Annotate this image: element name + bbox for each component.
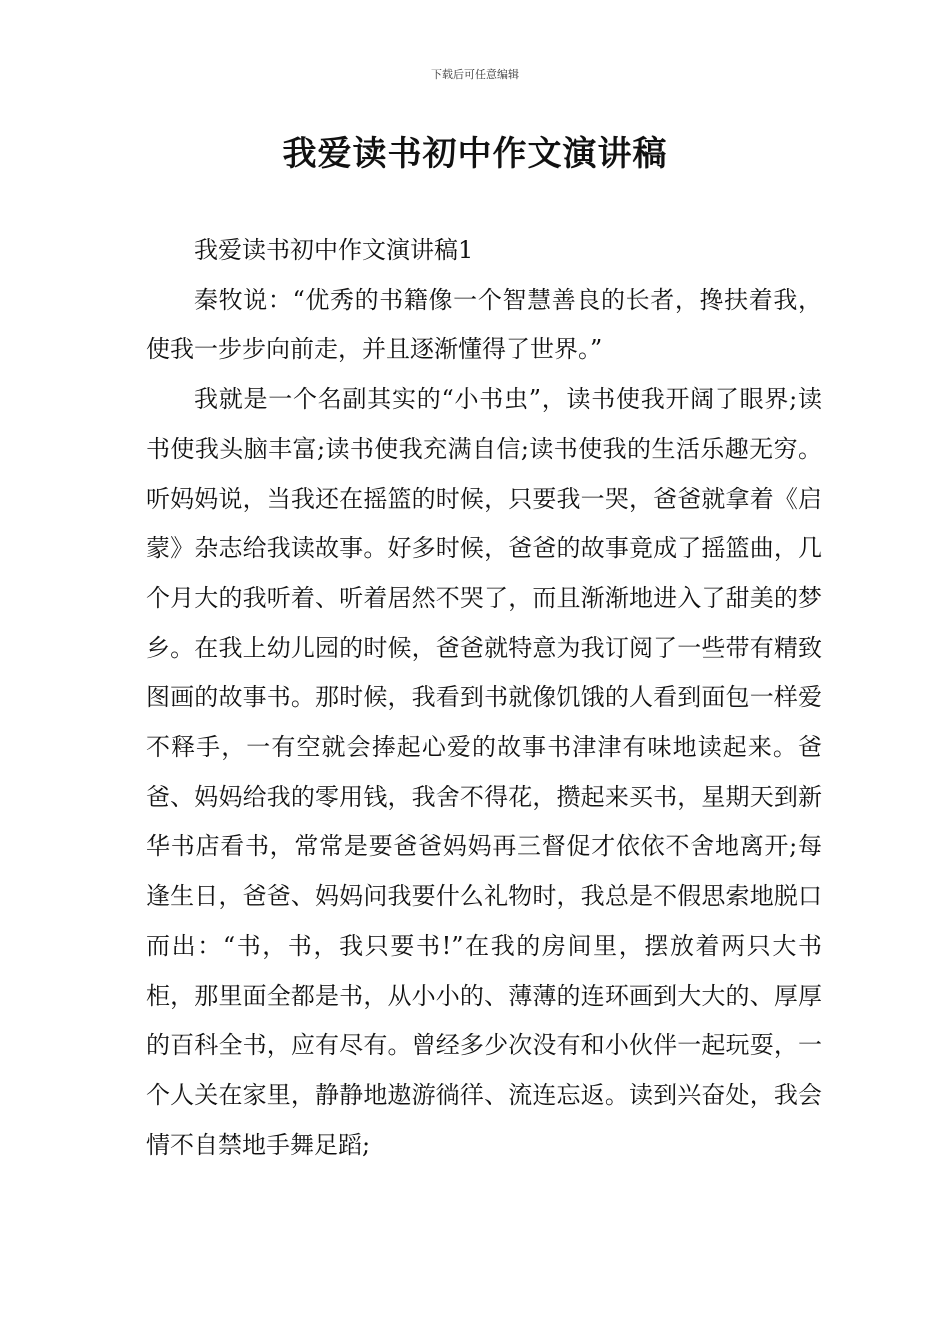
- body-paragraph: 我就是一个名副其实的“小书虫”，读书使我开阔了眼界;读书使我头脑丰富;读书使我充满自信;读书使我的生活乐趣无穷。听妈妈说，当我还在摇篮的时候，只要我一哭，爸爸就拿着《启蒙》杂志给我读故事。好多时候，爸爸的故事竟成了摇篮曲，几个月大的我听着、听着居然不哭了，而且渐渐地进入了甜美的梦乡。在我上幼儿园的时候，爸爸就特意为我订阅了一些带有精致图画的故事书。那时候，我看到书就像饥饿的人看到面包一样爱不释手，一有空就会捧起心爱的故事书津津有味地读起来。爸爸、妈妈给我的零用钱，我舍不得花，攒起来买书，星期天到新华书店看书，常常是要爸爸妈妈再三督促才依依不舍地离开;每逢生日，爸爸、妈妈问我要什么礼物时，我总是不假思索地脱口而出：“书，书，我只要书!”在我的房间里，摆放着两只大书柜，那里面全都是书，从小小的、薄薄的连环画到大大的、厚厚的百科全书，应有尽有。曾经多少次没有和小伙伴一起玩耍，一个人关在家里，静静地遨游徜徉、流连忘返。读到兴奋处，我会情不自禁地手舞足蹈;: [146, 385, 822, 1159]
- document-title: 我爱读书初中作文演讲稿: [282, 134, 668, 174]
- quote-paragraph: 秦牧说：“优秀的书籍像一个智慧善良的长者，搀扶着我，使我一步步向前走，并且逐渐懂得了世界。”: [146, 285, 822, 364]
- document-body: [146, 226, 822, 1170]
- header-note: 下载后可任意编辑: [431, 68, 519, 81]
- subtitle-paragraph: 我爱读书初中作文演讲稿1: [194, 236, 474, 264]
